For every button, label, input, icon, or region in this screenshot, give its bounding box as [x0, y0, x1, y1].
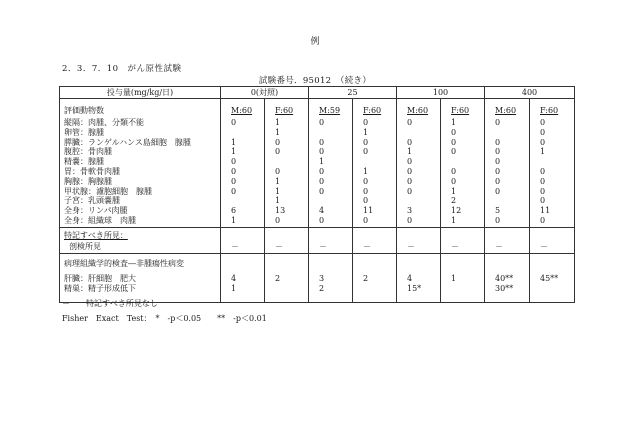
finding-value: [319, 128, 352, 138]
finding-value: 1: [451, 186, 457, 196]
finding-value: [275, 157, 308, 167]
histo-finding-value: 40**: [495, 274, 514, 283]
finding-value: 0: [363, 196, 369, 206]
sex-column: [353, 99, 397, 228]
histo-finding-value: 45**: [540, 274, 559, 283]
finding-value: 0: [495, 166, 501, 176]
finding-label-list: [64, 118, 220, 226]
finding-value: 0: [275, 166, 281, 176]
finding-value: 0: [319, 147, 325, 157]
finding-value: 0: [407, 186, 413, 196]
table-caption: 試験番号．95012 （続き）: [258, 76, 372, 86]
finding-value: 0: [451, 147, 457, 157]
finding-value: 1: [275, 196, 281, 206]
finding-value: 0: [319, 118, 325, 127]
animal-count: M:60: [495, 106, 517, 115]
finding-value: 0: [451, 166, 457, 176]
finding-value: [540, 157, 574, 167]
finding-value: 0: [319, 176, 325, 186]
finding-value: [407, 196, 440, 206]
sex-column: [221, 99, 265, 228]
dash-footnote: － 特記すべき所見なし: [62, 299, 158, 308]
histo-finding-value: 2: [319, 283, 325, 293]
gross-value: －: [530, 228, 575, 254]
finding-value: 0: [495, 137, 501, 147]
histo-section-label: 病理組織学的検査―非腫瘍性病変: [64, 259, 184, 268]
finding-value: 1: [275, 118, 281, 127]
histo-finding-label: 精巣：精子形成低下: [64, 283, 136, 293]
animal-count: M:60: [231, 106, 253, 115]
finding-value: 13: [275, 206, 286, 216]
histo-column: [441, 254, 485, 303]
finding-value: 1: [407, 147, 413, 157]
finding-value: 0: [407, 176, 413, 186]
finding-value: 5: [495, 206, 501, 216]
finding-value: 0: [407, 166, 413, 176]
finding-label: 全身：組織球 肉腫: [64, 215, 136, 225]
histo-finding-value: 1: [451, 274, 457, 283]
histo-labels-cell: [60, 254, 221, 303]
histo-label-list: [64, 274, 220, 294]
finding-value: 1: [319, 157, 325, 167]
sex-column: [265, 99, 309, 228]
histo-finding-value: 15*: [407, 283, 422, 293]
finding-value: [407, 128, 440, 138]
sex-column: [485, 99, 530, 228]
finding-value: 0: [540, 186, 546, 196]
group-label: 評価動物数: [64, 106, 104, 115]
gross-value: －: [485, 228, 530, 254]
finding-label: 胃：骨軟骨肉腫: [64, 166, 120, 176]
finding-value: 0: [319, 215, 325, 225]
finding-value: 0: [540, 137, 546, 147]
finding-value: 1: [231, 137, 237, 147]
finding-value: 2: [451, 196, 457, 206]
histo-column: [397, 254, 441, 303]
finding-value: 11: [540, 206, 551, 216]
histo-finding-value: 30**: [495, 283, 514, 293]
finding-value: [231, 128, 264, 138]
finding-value: [363, 157, 396, 167]
finding-value: 1: [540, 147, 546, 157]
finding-value: [451, 157, 484, 167]
histo-finding-value: [275, 284, 308, 294]
gross-findings-label: 剖検所見: [69, 242, 101, 251]
finding-value: 0: [451, 137, 457, 147]
finding-label: 卵管：腺腫: [64, 127, 104, 137]
sex-column: [441, 99, 485, 228]
finding-value: [495, 128, 529, 138]
histo-column: [530, 254, 575, 303]
finding-value: 1: [231, 215, 237, 225]
finding-value: 0: [275, 215, 281, 225]
finding-value: 0: [407, 215, 413, 225]
finding-value: 1: [451, 118, 457, 127]
histo-column: [221, 254, 265, 303]
fisher-footnote: Fisher Exact Test： * -p＜0.05 ** -p＜0.01: [62, 314, 267, 323]
finding-label: 全身：リンパ肉腫: [64, 206, 128, 216]
dose-header-row: [60, 87, 575, 99]
dose-group-400: 400: [485, 87, 575, 99]
finding-label: 甲状腺：濾胞細胞 腺腫: [64, 186, 152, 196]
gross-value: －: [353, 228, 397, 254]
animal-count: F:60: [540, 106, 559, 115]
carcinogenicity-table: [59, 86, 575, 303]
gross-value: －: [397, 228, 441, 254]
finding-value: 0: [540, 196, 546, 206]
histopathology-row: [60, 254, 575, 303]
finding-value: 0: [540, 127, 546, 137]
finding-value: 1: [231, 147, 237, 157]
finding-value: 0: [231, 186, 237, 196]
finding-value: 0: [495, 147, 501, 157]
sex-column: [309, 99, 353, 228]
histo-finding-value: 4: [407, 274, 413, 283]
finding-value: 0: [231, 176, 237, 186]
finding-value: 0: [495, 157, 501, 167]
finding-value: 1: [275, 127, 281, 137]
finding-value: 0: [363, 147, 369, 157]
histo-finding-value: 2: [363, 274, 369, 283]
finding-value: 0: [363, 176, 369, 186]
page-title: 例: [310, 37, 320, 47]
gross-labels-cell: [60, 228, 221, 254]
dose-group-100: 100: [397, 87, 485, 99]
finding-value: [319, 196, 352, 206]
histo-column: [353, 254, 397, 303]
histo-finding-value: [451, 284, 484, 294]
finding-label: 子宮：乳頭嚢腫: [64, 196, 120, 206]
finding-value: 0: [275, 137, 281, 147]
histo-column: [265, 254, 309, 303]
dose-group-0: 0(対照): [221, 87, 309, 99]
animal-count: F:60: [275, 106, 294, 115]
neoplastic-block-row: [60, 99, 575, 228]
finding-value: 0: [451, 176, 457, 186]
finding-value: 11: [363, 206, 374, 216]
finding-label: 精嚢：腺腫: [64, 157, 104, 167]
finding-value: 0: [407, 157, 413, 167]
finding-value: 0: [275, 147, 281, 157]
finding-value: 1: [275, 186, 281, 196]
finding-value: 1: [363, 166, 369, 176]
dose-group-25: 25: [309, 87, 397, 99]
histo-finding-value: 3: [319, 274, 325, 283]
finding-value: [495, 196, 529, 206]
gross-value: －: [309, 228, 353, 254]
finding-value: 0: [363, 118, 369, 127]
finding-value: 1: [451, 215, 457, 225]
histo-finding-value: [363, 284, 396, 294]
gross-findings-row: [60, 228, 575, 254]
finding-value: 0: [540, 176, 546, 186]
finding-label: 胸腺：胸腺腫: [64, 176, 112, 186]
finding-value: 0: [540, 118, 546, 127]
finding-value: 0: [231, 166, 237, 176]
finding-value: 6: [231, 206, 237, 216]
dose-header: 投与量(mg/kg/日): [60, 87, 221, 99]
finding-label: 腹腔：骨肉腫: [64, 147, 112, 157]
finding-value: 0: [451, 127, 457, 137]
finding-value: 3: [407, 206, 413, 216]
finding-label: 膵臓：ランゲルハンス島細胞 腺腫: [64, 137, 191, 147]
finding-value: 0: [495, 215, 501, 225]
finding-value: 0: [363, 215, 369, 225]
finding-value: 0: [540, 166, 546, 176]
finding-value: 4: [319, 206, 325, 216]
finding-value: 0: [231, 157, 237, 167]
histo-finding-label: 肝臓：肝細胞 肥大: [64, 274, 136, 283]
finding-value: 0: [319, 137, 325, 147]
animal-count: M:59: [319, 106, 341, 115]
histo-finding-value: 4: [231, 274, 237, 283]
finding-value: 0: [319, 186, 325, 196]
finding-value: 0: [407, 118, 413, 127]
animal-count: M:60: [407, 106, 429, 115]
gross-value: －: [221, 228, 265, 254]
gross-value: －: [265, 228, 309, 254]
histo-finding-value: 2: [275, 274, 281, 283]
histo-finding-value: [540, 284, 574, 294]
finding-value: 0: [495, 176, 501, 186]
special-findings-label: 特記すべき所見：: [64, 231, 128, 240]
finding-value: 0: [363, 137, 369, 147]
finding-value: 0: [231, 118, 237, 127]
finding-value: 1: [363, 127, 369, 137]
finding-value: 12: [451, 206, 462, 216]
section-heading: 2．3．7．10 がん原性試験: [62, 64, 182, 74]
sex-column: [530, 99, 575, 228]
finding-value: 0: [319, 166, 325, 176]
histo-column: [485, 254, 530, 303]
animal-count: F:60: [363, 106, 382, 115]
sex-column: [397, 99, 441, 228]
histo-finding-value: 1: [231, 283, 237, 293]
finding-value: 1: [275, 176, 281, 186]
finding-value: 0: [540, 215, 546, 225]
neoplastic-labels-cell: [60, 99, 221, 228]
histo-column: [309, 254, 353, 303]
gross-value: －: [441, 228, 485, 254]
finding-value: 0: [495, 118, 501, 127]
finding-value: 0: [407, 137, 413, 147]
finding-value: 0: [495, 186, 501, 196]
animal-count: F:60: [451, 106, 470, 115]
finding-value: [231, 196, 264, 206]
finding-value: 0: [363, 186, 369, 196]
finding-label: 縦隔：肉腫、分類不能: [64, 118, 144, 127]
